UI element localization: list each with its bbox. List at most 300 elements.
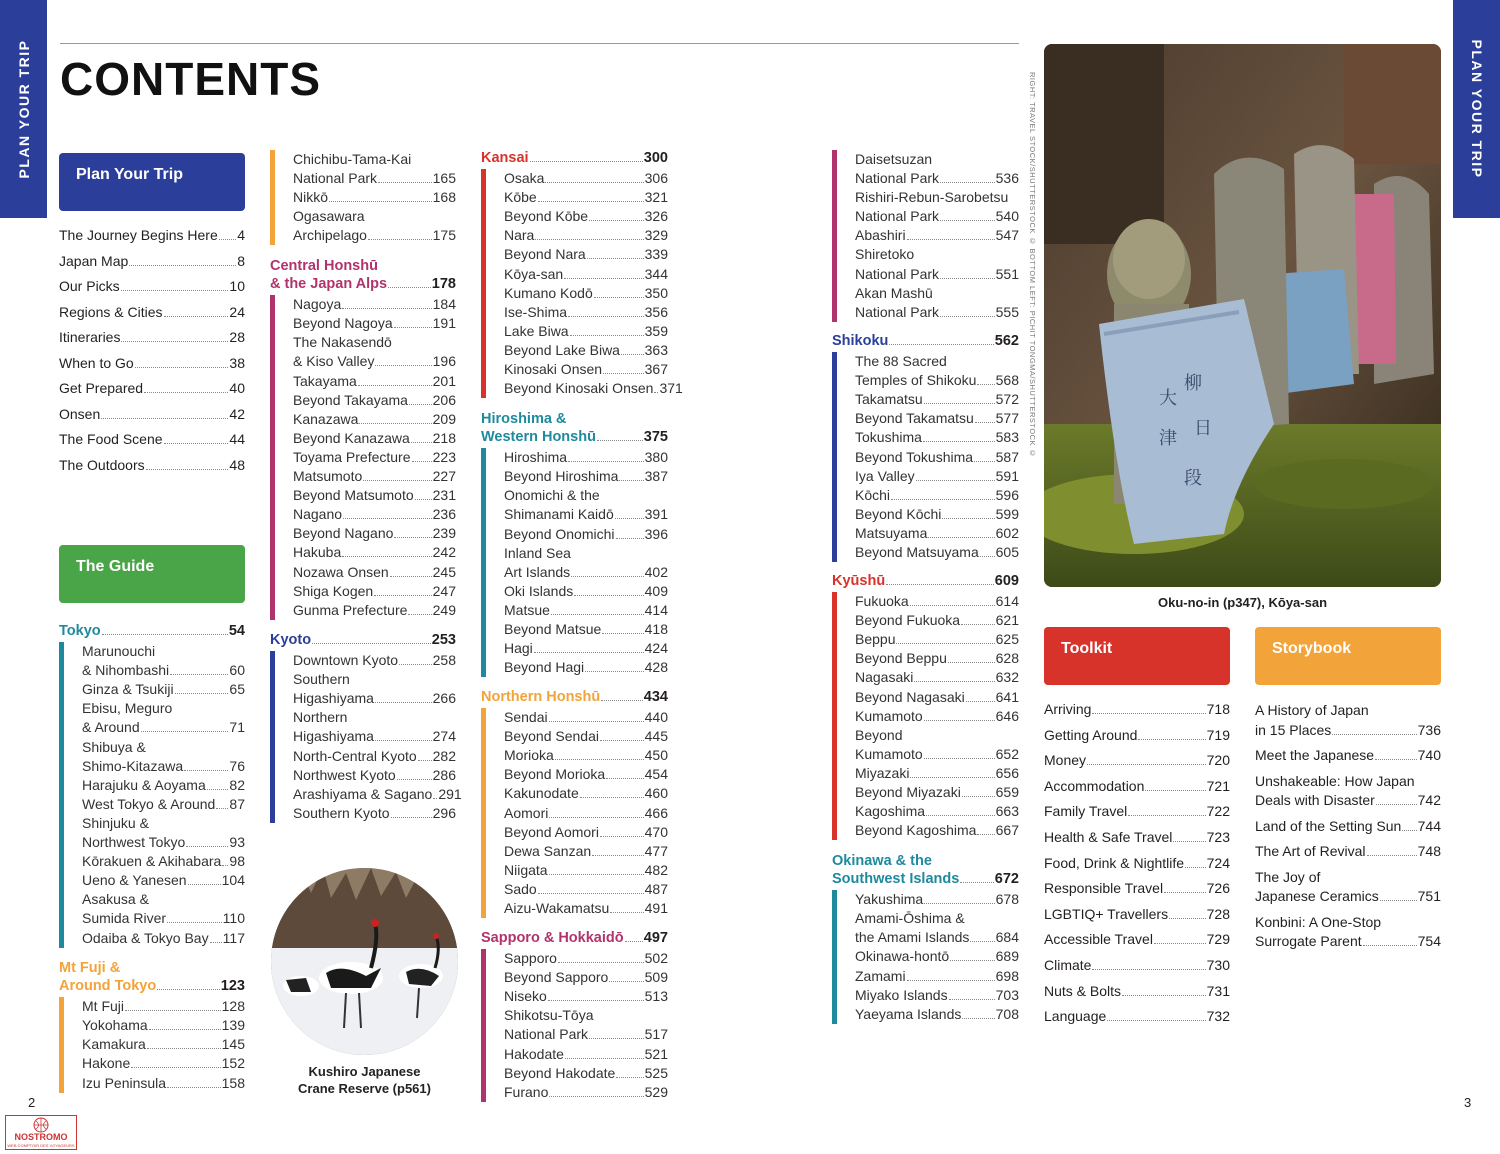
entry-page: 748: [1417, 843, 1441, 859]
toc-entry[interactable]: [293, 651, 456, 670]
entry-label: Odaiba & Tokyo Bay: [82, 929, 209, 946]
entry-label: Aizu-Wakamatsu: [504, 900, 610, 917]
toc-entry[interactable]: [855, 524, 1019, 543]
section-title[interactable]: [832, 333, 1019, 352]
entry-label: Beyond Sendai: [504, 728, 599, 745]
storybook-heading: Storybook: [1272, 640, 1352, 657]
toc-entry[interactable]: [82, 1074, 245, 1093]
section-title-label: Kyūshū: [832, 573, 886, 589]
entry-label: Japan Map: [59, 252, 129, 269]
toc-entry[interactable]: [504, 658, 668, 677]
toc-entry[interactable]: [504, 823, 668, 842]
leader-dots: [924, 903, 994, 904]
toc-entry[interactable]: [504, 265, 668, 284]
entry-label: Kumamoto: [855, 745, 923, 762]
leader-dots: [399, 664, 432, 665]
toc-entry[interactable]: [82, 833, 245, 852]
toc-entry[interactable]: [1044, 855, 1230, 881]
toc-entry[interactable]: [293, 467, 456, 486]
leader-dots: [891, 499, 995, 500]
toc-entry[interactable]: [504, 467, 668, 486]
toc-entry[interactable]: [855, 1005, 1019, 1024]
entry-label: Zamami: [855, 967, 906, 984]
toc-entry[interactable]: [1044, 1008, 1230, 1034]
leader-dots: [538, 201, 644, 202]
entry-label: Archipelago: [293, 227, 367, 244]
entry-row: [1255, 933, 1441, 953]
section-title[interactable]: [481, 150, 668, 169]
entry-page: 487: [644, 880, 668, 897]
toc-entry[interactable]: [504, 1064, 668, 1083]
toc-entry: [504, 544, 668, 563]
entry-page: 547: [995, 227, 1019, 244]
toc-entry[interactable]: [504, 620, 668, 639]
toc-entry[interactable]: [855, 611, 1019, 630]
toc-entry[interactable]: [82, 680, 245, 699]
toc-entry[interactable]: [855, 668, 1019, 687]
storybook-entry[interactable]: [1255, 818, 1441, 838]
toc-entry[interactable]: [293, 727, 456, 746]
toc-entry[interactable]: [504, 207, 668, 226]
toc-entry[interactable]: [59, 380, 245, 406]
toc-entry[interactable]: [293, 188, 456, 207]
toc-entry[interactable]: [855, 303, 1019, 322]
entry-label-line: Konbini: A One-Stop: [1255, 913, 1382, 930]
toc-entry: [82, 890, 245, 909]
toc-entry[interactable]: [855, 688, 1019, 707]
toc-entry[interactable]: [1044, 983, 1230, 1009]
entry-label: Accessible Travel: [1044, 931, 1153, 948]
leader-dots: [910, 605, 995, 606]
toc-entry: [855, 284, 1019, 303]
leader-dots: [342, 556, 431, 557]
toc-entry[interactable]: [855, 592, 1019, 611]
toc-entry[interactable]: [504, 708, 668, 727]
toc-entry[interactable]: [504, 379, 683, 398]
leader-dots: [558, 962, 644, 963]
entry-page: 555: [995, 303, 1019, 320]
toc-entry[interactable]: [293, 524, 456, 543]
entry-page: 732: [1206, 1008, 1230, 1025]
toc-entry[interactable]: [504, 861, 668, 880]
photo-caption: Oku-no-in (p347), Kōya-san: [1157, 595, 1328, 610]
entry-page: 656: [995, 764, 1019, 781]
entry-page: 152: [221, 1055, 245, 1072]
toc-entry[interactable]: [504, 505, 668, 524]
toc-entry[interactable]: [293, 226, 456, 245]
svg-text:日: 日: [1194, 418, 1212, 439]
toc-entry[interactable]: [504, 303, 668, 322]
storybook-entry[interactable]: [1255, 914, 1441, 953]
section-title[interactable]: [59, 978, 245, 997]
toc-entry[interactable]: [504, 842, 668, 861]
section-okinawa: [832, 852, 1019, 1024]
entry-label: Accommodation: [1044, 777, 1145, 794]
entry-page: 529: [644, 1083, 668, 1100]
entry-label: Nara: [504, 227, 535, 244]
entry-page: 321: [644, 189, 668, 206]
toc-entry[interactable]: [855, 928, 1019, 947]
toc-entry[interactable]: [504, 727, 668, 746]
entry-page: 728: [1206, 905, 1230, 922]
leader-dots: [1087, 764, 1206, 765]
toc-entry: [855, 188, 1019, 207]
leader-dots: [186, 846, 228, 847]
entry-label: Hakodate: [504, 1045, 564, 1062]
toc-entry[interactable]: [855, 486, 1019, 505]
toc-entry[interactable]: [1044, 957, 1230, 983]
toc-entry[interactable]: [855, 207, 1019, 226]
guide-heading: The Guide: [76, 558, 155, 575]
entry-label: Abashiri: [855, 227, 906, 244]
toc-entry[interactable]: [293, 352, 456, 371]
toc-entry[interactable]: [82, 909, 245, 928]
plan-heading: Plan Your Trip: [76, 166, 183, 183]
toc-entry[interactable]: [504, 284, 668, 303]
entry-label: National Park: [855, 170, 940, 187]
entry-label: Responsible Travel: [1044, 880, 1164, 897]
entry-page: 751: [1417, 888, 1441, 904]
section-entries: [270, 651, 462, 823]
entry-page: 4: [237, 227, 245, 243]
section-northern-honshu: [481, 689, 668, 918]
entry-page: 731: [1206, 982, 1230, 999]
entry-page: 60: [229, 662, 245, 679]
toc-entry[interactable]: [855, 745, 1019, 764]
toc-entry[interactable]: [1044, 727, 1230, 753]
toc-entry[interactable]: [1044, 931, 1230, 957]
entry-label: Miyazaki: [855, 764, 910, 781]
toc-entry[interactable]: [504, 188, 668, 207]
section-title[interactable]: [270, 276, 456, 295]
leader-dots: [549, 721, 644, 722]
toc-entry[interactable]: [82, 776, 245, 795]
entry-label: Aomori: [504, 804, 549, 821]
toc-entry[interactable]: [504, 1025, 668, 1044]
section-title-label: Sapporo & Hokkaidō: [481, 930, 624, 946]
entry-label: Okinawa-hontō: [855, 948, 950, 965]
entry-label: Shimanami Kaidō: [504, 506, 614, 523]
entry-label: LGBTIQ+ Travellers: [1044, 905, 1169, 922]
entry-label: Iya Valley: [855, 467, 915, 484]
section-page: 123: [220, 978, 245, 995]
leader-dots: [585, 671, 643, 672]
toc-entry[interactable]: [293, 689, 456, 708]
leader-dots: [157, 989, 220, 990]
toc-entry[interactable]: [504, 987, 668, 1006]
entry-label: Asakusa &: [82, 891, 149, 908]
toc-entry: [855, 352, 1019, 371]
entry-page: 258: [432, 652, 456, 669]
toc-entry[interactable]: [504, 1045, 668, 1064]
toc-entry[interactable]: [82, 1054, 245, 1073]
toc-entry[interactable]: [504, 765, 668, 784]
toc-entry[interactable]: [59, 304, 245, 330]
toc-entry[interactable]: [59, 227, 245, 253]
toc-entry[interactable]: [1044, 829, 1230, 855]
entry-page: 158: [221, 1074, 245, 1091]
toc-entry[interactable]: [293, 601, 456, 620]
entry-label: Toyama Prefecture: [293, 448, 411, 465]
toc-entry[interactable]: [293, 448, 456, 467]
entry-label: the Amami Islands: [855, 929, 970, 946]
toc-entry[interactable]: [855, 821, 1019, 840]
toc-entry[interactable]: [855, 947, 1019, 966]
entry-page: 245: [432, 563, 456, 580]
leader-dots: [574, 595, 643, 596]
toc-entry[interactable]: [855, 265, 1019, 284]
leader-dots: [589, 220, 644, 221]
toc-entry[interactable]: [504, 639, 668, 658]
toc-entry[interactable]: [855, 890, 1019, 909]
entry-label: Hakuba: [293, 544, 342, 561]
entry-label: Beyond Kagoshima: [855, 822, 977, 839]
section-title[interactable]: [481, 689, 668, 708]
entry-label: Nagasaki: [855, 669, 914, 686]
toc-entry[interactable]: [293, 314, 456, 333]
toc-entry[interactable]: [293, 429, 456, 448]
toc-entry[interactable]: [855, 967, 1019, 986]
section-page: 609: [994, 573, 1019, 589]
leader-dots: [184, 770, 228, 771]
toc-entry[interactable]: [82, 852, 245, 871]
toc-entry[interactable]: [82, 661, 245, 680]
section-page: 178: [431, 276, 456, 293]
toc-entry[interactable]: [855, 649, 1019, 668]
entry-page: 306: [644, 170, 668, 187]
toc-entry[interactable]: [855, 783, 1019, 802]
entry-label: Nagano: [293, 506, 343, 523]
toc-entry[interactable]: [293, 747, 456, 766]
toc-entry[interactable]: [293, 543, 456, 562]
toc-entry[interactable]: [504, 784, 668, 803]
leader-dots: [343, 518, 432, 519]
entry-page: 247: [432, 582, 456, 599]
entry-label: Climate: [1044, 956, 1092, 973]
section-page: 253: [431, 632, 456, 648]
toc-entry[interactable]: [82, 1035, 245, 1054]
toc-entry[interactable]: [504, 582, 668, 601]
section-title[interactable]: [59, 623, 245, 642]
toc-entry[interactable]: [82, 1016, 245, 1035]
entry-label: Beyond Hakodate: [504, 1064, 616, 1081]
toc-entry[interactable]: [855, 707, 1019, 726]
toc-entry[interactable]: [1044, 778, 1230, 804]
entry-label: Sado: [504, 880, 537, 897]
toc-entry[interactable]: [82, 997, 245, 1016]
entry-page: 708: [995, 1005, 1019, 1022]
toc-entry[interactable]: [855, 764, 1019, 783]
toc-entry[interactable]: [293, 410, 456, 429]
toc-entry[interactable]: [855, 371, 1019, 390]
toc-entry[interactable]: [504, 899, 668, 918]
toc-entry[interactable]: [504, 341, 668, 360]
section-title-label: Kyoto: [270, 632, 312, 648]
toc-entry[interactable]: [59, 329, 245, 355]
toc-entry[interactable]: [504, 245, 668, 264]
entry-page: 363: [644, 341, 668, 358]
entry-label: Miyako Islands: [855, 986, 948, 1003]
toc-entry[interactable]: [504, 563, 668, 582]
leader-dots: [907, 980, 995, 981]
toc-entry[interactable]: [1044, 752, 1230, 778]
toc-entry[interactable]: [293, 785, 462, 804]
leader-dots: [940, 278, 995, 279]
toc-entry[interactable]: [1044, 701, 1230, 727]
toc-entry[interactable]: [855, 169, 1019, 188]
entry-page: 587: [995, 448, 1019, 465]
toc-entry[interactable]: [293, 169, 456, 188]
entry-page: 454: [644, 766, 668, 783]
entry-label: Niseko: [504, 988, 547, 1005]
toc-entry[interactable]: [855, 630, 1019, 649]
toc-entry[interactable]: [59, 278, 245, 304]
toc-entry[interactable]: [293, 804, 456, 823]
leader-dots: [601, 700, 643, 701]
leader-dots: [535, 239, 643, 240]
section-entries: [832, 592, 1019, 840]
toc-entry[interactable]: [82, 795, 245, 814]
toc-entry[interactable]: [855, 467, 1019, 486]
leader-dots: [538, 893, 644, 894]
leader-dots: [210, 942, 222, 943]
toc-entry[interactable]: [82, 757, 245, 776]
toc-entry[interactable]: [59, 253, 245, 279]
toc-entry[interactable]: [293, 295, 456, 314]
leader-dots: [530, 161, 643, 162]
toc-entry[interactable]: [504, 322, 668, 341]
toc-entry[interactable]: [504, 226, 668, 245]
leader-dots: [889, 344, 993, 345]
toc-entry[interactable]: [1044, 880, 1230, 906]
toc-entry[interactable]: [59, 355, 245, 381]
entry-page: 266: [432, 690, 456, 707]
toc-entry[interactable]: [293, 582, 456, 601]
entry-label: Harajuku & Aoyama: [82, 776, 206, 793]
toc-entry[interactable]: [504, 525, 668, 544]
storybook-entry[interactable]: [1255, 702, 1441, 741]
toc-entry[interactable]: [855, 986, 1019, 1005]
toc-entry[interactable]: [504, 880, 668, 899]
entry-label: Beyond Nagano: [293, 525, 394, 542]
leader-dots: [914, 681, 994, 682]
section-title[interactable]: [270, 632, 456, 651]
storybook-entry[interactable]: [1255, 773, 1441, 812]
toc-entry[interactable]: [855, 505, 1019, 524]
entry-page: 8: [237, 252, 245, 269]
toc-entry[interactable]: [855, 448, 1019, 467]
toc-entry[interactable]: [59, 406, 245, 432]
entry-label: Hagi: [504, 640, 533, 657]
leader-dots: [1169, 918, 1206, 919]
toc-entry[interactable]: [504, 746, 668, 765]
toc-entry[interactable]: [1044, 803, 1230, 829]
toc-entry[interactable]: [82, 871, 245, 890]
section-title-label: Northern Honshū: [481, 689, 601, 705]
svg-text:段: 段: [1184, 468, 1202, 489]
toc-entry[interactable]: [293, 391, 456, 410]
toc-entry[interactable]: [293, 505, 456, 524]
toc-entry[interactable]: [855, 543, 1019, 562]
entry-page: 663: [995, 803, 1019, 820]
entry-label: Nuts & Bolts: [1044, 982, 1122, 999]
entry-page: 242: [432, 544, 456, 561]
storybook-entry[interactable]: [1255, 869, 1441, 908]
entry-page: 568: [995, 372, 1019, 389]
section-title-label: Kansai: [481, 150, 529, 166]
toc-entry[interactable]: [504, 804, 668, 823]
toc-entry[interactable]: [504, 448, 668, 467]
toc-entry[interactable]: [855, 802, 1019, 821]
section-title[interactable]: [832, 573, 1019, 592]
storybook-entry[interactable]: [1255, 747, 1441, 767]
plan-list: [59, 227, 245, 482]
toc-entry[interactable]: [855, 409, 1019, 428]
toc-entry[interactable]: [855, 390, 1019, 409]
toc-entry[interactable]: [293, 563, 456, 582]
section-title[interactable]: [481, 429, 668, 448]
toc-entry[interactable]: [59, 457, 245, 483]
toc-entry[interactable]: [504, 968, 668, 987]
storybook-header: [1255, 627, 1441, 685]
toc-entry[interactable]: [82, 718, 245, 737]
toc-entry[interactable]: [293, 372, 456, 391]
leader-dots: [164, 443, 229, 444]
toc-entry[interactable]: [504, 949, 668, 968]
entry-page: 477: [644, 842, 668, 859]
section-page: 434: [643, 689, 668, 705]
entry-label: Shimo-Kitazawa: [82, 757, 184, 774]
entry-label: Marunouchi: [82, 643, 156, 660]
entry-label: Get Prepared: [59, 380, 144, 396]
side-tab-label: PLAN YOUR TRIP: [15, 39, 32, 179]
section-entries: [481, 448, 668, 677]
entry-page: 184: [432, 296, 456, 313]
leader-dots: [394, 327, 432, 328]
leader-dots: [924, 720, 995, 721]
section-title[interactable]: [481, 930, 668, 949]
entry-page: 720: [1206, 752, 1230, 769]
entry-label: Beyond Matsuyama: [855, 544, 979, 561]
leader-dots: [175, 693, 229, 694]
toc-entry[interactable]: [82, 929, 245, 948]
toc-entry[interactable]: [504, 1083, 668, 1102]
leader-dots: [188, 884, 221, 885]
toc-entry[interactable]: [293, 766, 456, 785]
storybook-entry[interactable]: [1255, 843, 1441, 863]
toc-entry: [855, 150, 1019, 169]
toc-entry[interactable]: [855, 428, 1019, 447]
toc-entry[interactable]: [293, 486, 456, 505]
section-title[interactable]: [832, 871, 1019, 890]
toc-entry[interactable]: [504, 169, 668, 188]
entry-page: 409: [644, 582, 668, 599]
entry-page: 678: [995, 891, 1019, 908]
leader-dots: [374, 595, 431, 596]
toc-entry[interactable]: [504, 360, 668, 379]
toc-entry[interactable]: [855, 226, 1019, 245]
leader-dots: [548, 1000, 644, 1001]
toc-entry[interactable]: [1044, 906, 1230, 932]
entry-page: 402: [644, 563, 668, 580]
leader-dots: [949, 999, 995, 1000]
entry-label: Kagoshima: [855, 803, 926, 820]
toc-entry[interactable]: [504, 601, 668, 620]
leader-dots: [170, 674, 228, 675]
toc-entry[interactable]: [59, 431, 245, 457]
leader-dots: [121, 290, 229, 291]
entry-label: Yokohama: [82, 1017, 148, 1034]
